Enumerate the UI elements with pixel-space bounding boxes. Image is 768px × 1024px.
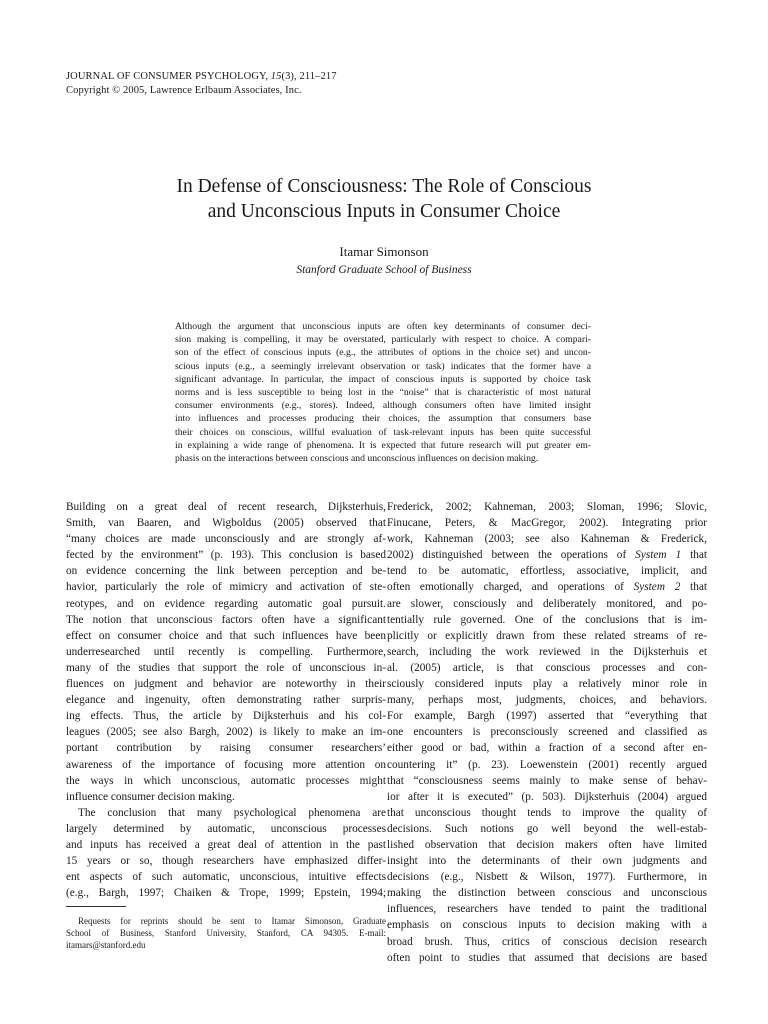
journal-header xyxy=(66,70,337,98)
body-line: often emotionally charged, and operations of System 2 that xyxy=(387,581,707,594)
body-line: elegance and ingenuity, often demonstrating rather surpris- xyxy=(66,694,386,707)
body-line: fected by the environment” (p. 193). This conclusion is based xyxy=(66,549,386,562)
body-line: are slower, consciously and deliberately monitored, and po- xyxy=(387,597,707,610)
abstract-line: sion making is compelling, it may be overstated, particularly with respect to choice. A compari- xyxy=(175,334,591,346)
journal-volume: 15 xyxy=(270,71,282,82)
body-line: sciously considered inputs play a relatively minor role in xyxy=(387,678,707,691)
article-title xyxy=(0,174,768,224)
body-line: that “consciousness seems mainly to make sense of behav- xyxy=(387,774,707,787)
body-line: fluences on judgment and behavior are noteworthy in their xyxy=(66,678,386,691)
body-line: awareness of the importance of focusing more attention on xyxy=(66,758,386,771)
right-column xyxy=(387,499,707,966)
body-line: Building on a great deal of recent research, Dijksterhuis, xyxy=(66,501,386,513)
body-line: one encounters is preconsciously screened and classified as xyxy=(387,726,707,739)
abstract-line: in explaining a wide range of phenomena. It is expected that future research will put greater em- xyxy=(175,439,591,451)
body-line: “many choices are made unconsciously and are strongly af- xyxy=(66,533,386,546)
author-affiliation: Stanford Graduate School of Business xyxy=(296,264,472,276)
body-line: emphasis on conscious inputs to decision making with a xyxy=(387,919,707,932)
body-line: Frederick, 2002; Kahneman, 2003; Sloman, 1996; Slovic, xyxy=(387,501,707,513)
body-line: underresearched until recently is compelling. Furthermore, xyxy=(66,645,386,658)
footnote xyxy=(66,915,386,952)
abstract-line: consumer environments (e.g., stores). Indeed, although consumers often have limited insight xyxy=(175,400,591,412)
body-line: making the distinction between conscious and unconscious xyxy=(387,887,707,900)
body-line: leagues (2005; see also Bargh, 2002) is likely to make an im- xyxy=(66,726,386,739)
body-line: many of the studies that support the role of unconscious in- xyxy=(66,661,386,674)
body-line: portant contribution by raising consumer researchers’ xyxy=(66,742,386,755)
abstract-line: son of the effect of conscious inputs (e.g., the attributes of options in the choice set) and uncon- xyxy=(175,347,591,359)
body-line: tend to be automatic, effortless, associative, implicit, and xyxy=(387,565,707,578)
abstract-line: Although the argument that unconscious inputs are often key determinants of consumer deci- xyxy=(175,321,591,332)
abstract-line: phasis on the interactions between conscious and unconscious influences on decision making. xyxy=(175,452,539,464)
abstract-line: into influences and processes producing their choices, the assumption that consumers base xyxy=(175,413,591,425)
system-2-term: System 2 xyxy=(633,581,681,594)
body-line: ior after it is executed” (p. 503). Dijksterhuis (2004) argued xyxy=(387,790,707,803)
body-line: many, perhaps most, judgments, choices, and behaviors. xyxy=(387,694,707,707)
footnote-line: Requests for reprints should be sent to Itamar Simonson, Graduate xyxy=(78,916,386,926)
body-line: For example, Bargh (1997) asserted that “everything that xyxy=(387,710,707,723)
body-line: effect on consumer choice and that such influences have been xyxy=(66,629,386,642)
footnote-line: itamars@stanford.edu xyxy=(66,940,146,951)
body-line: that unconscious thought tends to improve the quality of xyxy=(387,806,707,819)
copyright-line: Copyright © 2005, Lawrence Erlbaum Associates, Inc. xyxy=(66,85,302,96)
body-line: on evidence concerning the link between perception and be- xyxy=(66,565,386,578)
body-line: decisions. Such notions go well beyond the well-estab- xyxy=(387,822,707,835)
body-line: The notion that unconscious factors often have a significant xyxy=(66,613,386,626)
body-line: al. (2005) article, is that conscious processes and con- xyxy=(387,661,707,674)
body-line: influence consumer decision making. xyxy=(66,790,235,803)
body-line: broad brush. Thus, critics of conscious decision research xyxy=(387,935,707,948)
abstract-line: norms and is less susceptible to being lost in the “noise” that is characteristic of most natural xyxy=(175,386,591,398)
body-line: the ways in which unconscious, automatic processes might xyxy=(66,774,386,787)
left-column xyxy=(66,499,386,901)
footnote-rule xyxy=(66,906,126,907)
body-line: reotypes, and on evidence regarding automatic goal pursuit. xyxy=(66,597,386,610)
body-line: insight into the determinants of their own judgments and xyxy=(387,855,707,868)
body-line: havior, particularly the role of mimicry and activation of ste- xyxy=(66,581,386,594)
footnote-line: School of Business, Stanford University, Stanford, CA 94305. E-mail: xyxy=(66,928,386,939)
body-line: either good or bad, within a fraction of a second after en- xyxy=(387,742,707,755)
body-line: largely determined by automatic, unconscious processes xyxy=(66,822,386,835)
body-line: ent aspects of such automatic, unconscious, intuitive effects xyxy=(66,871,386,884)
body-line: work, Kahneman (2003; see also Kahneman & Frederick, xyxy=(387,533,707,546)
body-line: countering it” (p. 23). Loewenstein (2001) recently argued xyxy=(387,758,707,771)
body-line: (e.g., Bargh, 1997; Chaiken & Trope, 1999; Epstein, 1994; xyxy=(66,887,386,900)
title-line-2: and Unconscious Inputs in Consumer Choice xyxy=(207,201,561,222)
body-line: Smith, van Baaren, and Wigboldus (2005) observed that xyxy=(66,517,386,530)
abstract-line: significant advantage. In particular, the impact of conscious inputs is supported by choice task xyxy=(175,373,591,385)
body-line: tentially rule governed. One of the conclusions that is im- xyxy=(387,613,707,626)
body-line: often point to studies that assumed that decisions are based xyxy=(387,951,707,964)
abstract-line: their choices on conscious, willful evaluation of task-relevant inputs has been quite successful xyxy=(175,426,591,438)
system-1-term: System 1 xyxy=(635,549,682,562)
abstract xyxy=(175,320,591,465)
body-line: influences, researchers have tended to paint the traditional xyxy=(387,903,707,916)
body-line: 15 years or so, though researchers have emphasized differ- xyxy=(66,855,386,868)
body-line: decisions (e.g., Nisbett & Wilson, 1977). Furthermore, in xyxy=(387,871,707,884)
body-line: 2002) distinguished between the operations of System 1 that xyxy=(387,549,708,562)
title-line-1: In Defense of Consciousness: The Role of Conscious xyxy=(176,176,592,197)
body-line: plicitly or explicitly drawn from these related streams of re- xyxy=(387,629,707,642)
author-name: Itamar Simonson xyxy=(339,244,429,259)
body-line: Finucane, Peters, & MacGregor, 2002). Integrating prior xyxy=(387,517,707,530)
body-line: search, including the work reviewed in the Dijksterhuis et xyxy=(387,645,707,658)
abstract-line: scious inputs (e.g., a seemingly irrelevant observation or task) indicates that the former have a xyxy=(175,360,591,372)
body-line: and inputs has received a great deal of attention in the past xyxy=(66,838,386,851)
body-line: The conclusion that many psychological phenomena are xyxy=(78,806,386,819)
body-line: lished observation that decision makers often have limited xyxy=(387,838,707,851)
body-line: ing effects. Thus, the article by Dijksterhuis and his col- xyxy=(66,710,386,723)
journal-citation: JOURNAL OF CONSUMER PSYCHOLOGY, 15(3), 211–217 xyxy=(66,71,337,82)
